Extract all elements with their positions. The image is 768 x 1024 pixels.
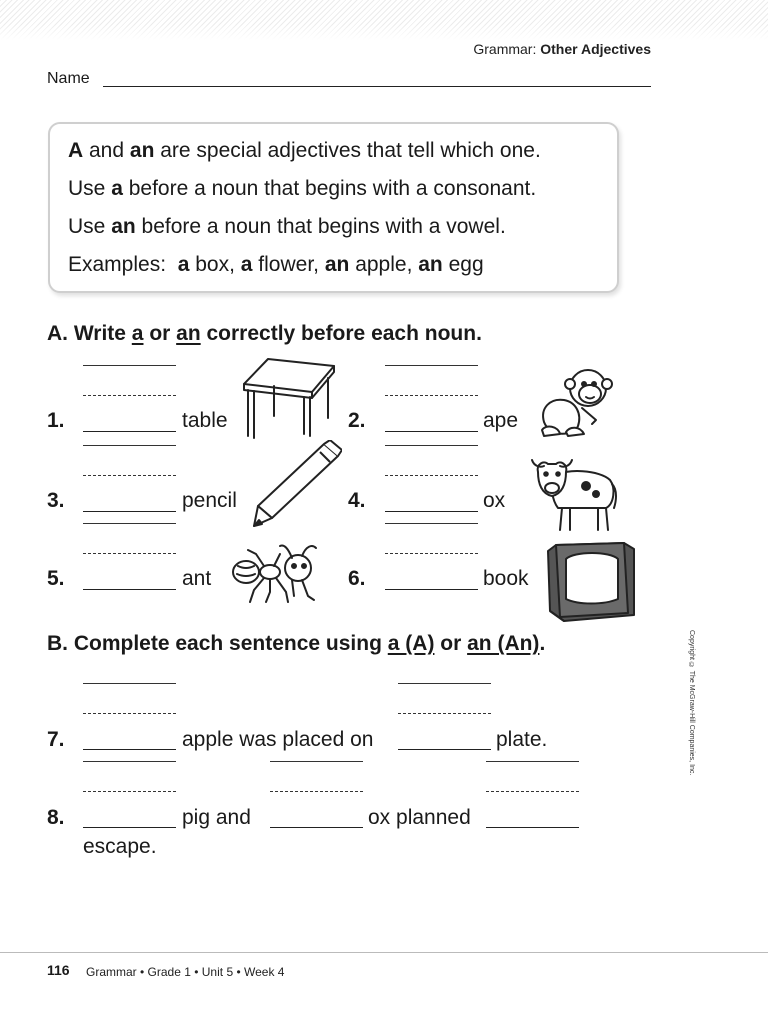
rule-text: apple, xyxy=(349,253,419,276)
rule-bold: an xyxy=(111,215,136,238)
rule-text: Use xyxy=(68,177,112,200)
section-b-title xyxy=(47,632,545,656)
rule-line-2 xyxy=(68,177,536,201)
item-number: 4. xyxy=(348,489,366,512)
section-b-text: B. Complete each sentence using xyxy=(47,632,388,655)
page-number: 116 xyxy=(47,962,70,978)
rule-text: egg xyxy=(442,253,484,276)
answer-line-4[interactable] xyxy=(385,445,478,515)
ox-icon xyxy=(526,450,618,534)
answer-line-3[interactable] xyxy=(83,445,176,515)
item-number: 8. xyxy=(47,806,65,829)
rule-line-4 xyxy=(68,253,484,277)
item-word: ant xyxy=(182,567,212,590)
section-b-underlined: a (A) xyxy=(387,632,435,655)
copyright-notice: Copyright © The McGraw-Hill Companies, Inc. xyxy=(688,630,695,776)
footer-text: Grammar • Grade 1 • Unit 5 • Week 4 xyxy=(86,965,285,979)
header-topic: Other Adjectives xyxy=(540,41,651,57)
header-prefix: Grammar: xyxy=(473,41,537,57)
item-number: 5. xyxy=(47,567,65,590)
answer-line-8a[interactable] xyxy=(83,761,176,831)
section-a-text: correctly before each noun. xyxy=(200,322,482,345)
item-word: table xyxy=(182,409,228,432)
section-a-text: or xyxy=(143,322,177,345)
sentence-text: escape. xyxy=(83,835,157,858)
section-a-title xyxy=(47,322,482,346)
item-word: ox xyxy=(483,489,506,512)
rule-text: flower, xyxy=(252,253,325,276)
name-label: Name xyxy=(47,70,90,87)
rule-bold: a xyxy=(177,253,190,276)
item-word: book xyxy=(483,567,529,590)
answer-line-8c[interactable] xyxy=(486,761,579,831)
item-number: 7. xyxy=(47,728,65,751)
rule-text: are special adjectives that tell which one. xyxy=(154,139,541,162)
rule-bold: an xyxy=(418,253,443,276)
rule-bold: a xyxy=(240,253,253,276)
name-write-line[interactable] xyxy=(103,86,651,87)
rule-bold: an xyxy=(129,139,155,162)
item-word: ape xyxy=(483,409,519,432)
ape-icon xyxy=(536,364,618,440)
item-number: 1. xyxy=(47,409,65,432)
rule-bold: A xyxy=(68,139,84,162)
rule-text: Use xyxy=(68,215,112,238)
pencil-icon xyxy=(250,440,342,530)
answer-line-8b[interactable] xyxy=(270,761,363,831)
rule-text: before a noun that begins with a consonant. xyxy=(122,177,537,200)
item-number: 6. xyxy=(348,567,366,590)
rule-text: Examples: xyxy=(68,253,178,276)
header-hatch-band xyxy=(0,0,768,40)
answer-line-2[interactable] xyxy=(385,365,478,435)
sentence-text: ox planned xyxy=(368,806,471,829)
rule-line-1 xyxy=(68,139,541,163)
rule-text: and xyxy=(83,139,130,162)
footer-divider xyxy=(0,952,768,953)
sentence-text: plate. xyxy=(496,728,548,751)
sentence-text: pig and xyxy=(182,806,251,829)
rule-line-3 xyxy=(68,215,506,239)
item-number: 2. xyxy=(348,409,366,432)
section-a-underlined: an xyxy=(176,322,201,345)
item-word: pencil xyxy=(182,489,237,512)
section-b-underlined: an (An) xyxy=(467,632,540,655)
section-a-text: A. Write xyxy=(47,322,132,345)
table-icon xyxy=(240,356,336,440)
answer-line-6[interactable] xyxy=(385,523,478,593)
rule-text: box, xyxy=(189,253,241,276)
ant-icon xyxy=(228,540,326,604)
rule-text: before a noun that begins with a vowel. xyxy=(135,215,506,238)
section-b-text: . xyxy=(539,632,546,655)
answer-line-7a[interactable] xyxy=(83,683,176,753)
answer-line-1[interactable] xyxy=(83,365,176,435)
item-number: 3. xyxy=(47,489,65,512)
rule-bold: an xyxy=(324,253,350,276)
book-icon xyxy=(544,541,638,623)
sentence-text: apple was placed on xyxy=(182,728,374,751)
section-b-text: or xyxy=(434,632,468,655)
answer-line-7b[interactable] xyxy=(398,683,491,753)
worksheet-header xyxy=(473,41,651,57)
answer-line-5[interactable] xyxy=(83,523,176,593)
section-a-underlined: a xyxy=(131,322,144,345)
rule-bold: a xyxy=(111,177,123,200)
